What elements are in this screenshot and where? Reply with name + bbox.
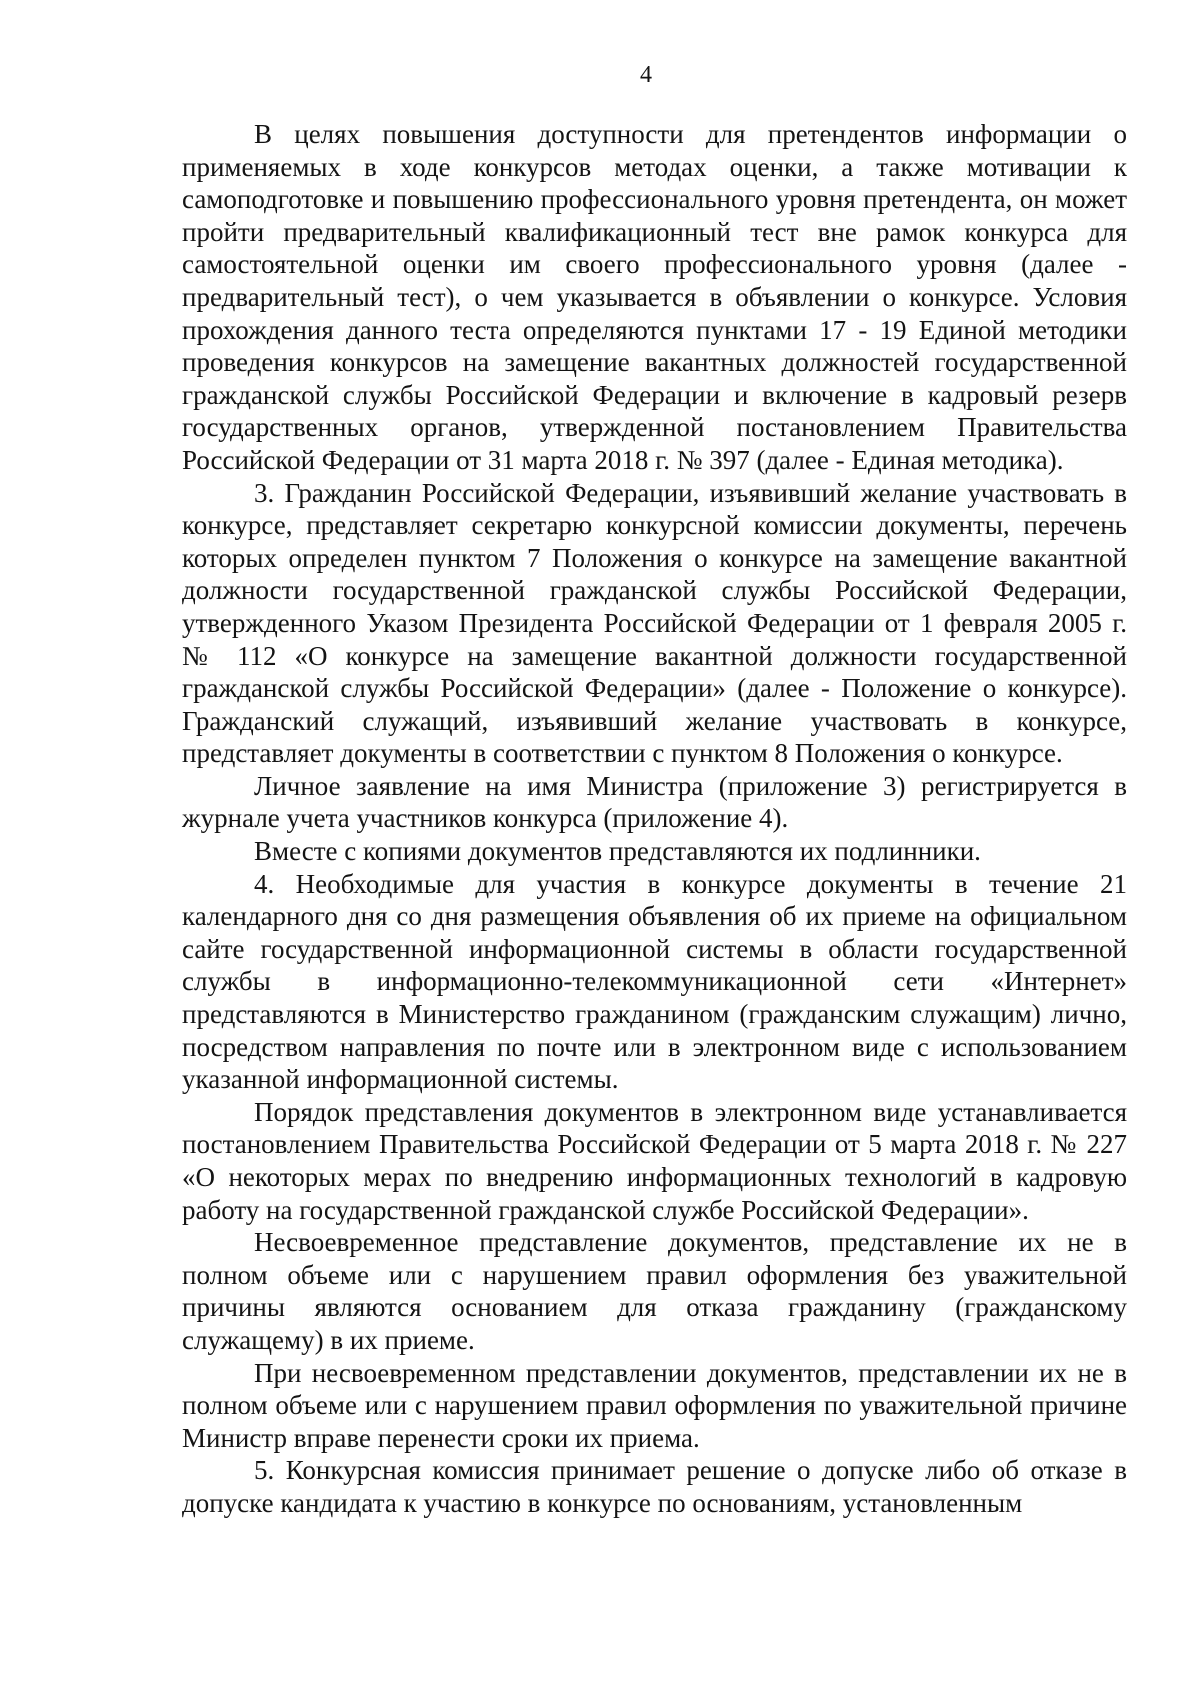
paragraph-originals: Вместе с копиями документов представляются их подлинники. (254, 836, 981, 867)
paragraph-late-submission-extension: При несвоевременном представлении документов, представлении их не в полном объеме или с нарушением правил оформления по уважительной причине Министр вправе перенести сроки их приема. (182, 1357, 1127, 1453)
document-body (182, 118, 1127, 1520)
paragraph-electronic-procedure: Порядок представления документов в электронном виде устанавливается постановлением Правительства Российской Федерации от 5 марта 2018 г. № 227 «О некоторых мерах по внедрению информационных технологий в кадровую работу на государственной гражданской службе Российской Федерации». (182, 1096, 1127, 1225)
paragraph-item-4: 4. Необходимые для участия в конкурсе документы в течение 21 календарного дня со дня размещения объявления об их приеме на официальном сайте государственной информационной системы в области государственной службы в информационно-телекоммуникационной сети «Интернет» представляются в Министерство гражданином (гражданским служащим) лично, посредством направления по почте или в электронном виде с использованием указанной информационной системы. (182, 868, 1127, 1095)
paragraph-item-3: 3. Гражданин Российской Федерации, изъявивший желание участвовать в конкурсе, представляет секретарю конкурсной комиссии документы, перечень которых определен пунктом 7 Положения о конкурсе на замещение вакантной должности государственной гражданской службы Российской Федерации, утвержденного Указом Президента Российской Федерации от 1 февраля 2005 г. № 112 «О конкурсе на замещение вакантной должности государственной гражданской службы Российской Федерации» (далее - Положение о конкурсе). Гражданский служащий, изъявивший желание участвовать в конкурсе, представляет документы в соответствии с пунктом 8 Положения о конкурсе. (182, 477, 1127, 769)
paragraph-preliminary-test: В целях повышения доступности для претендентов информации о применяемых в ходе конкурсов методах оценки, а также мотивации к самоподготовке и повышению профессионального уровня претендента, он может пройти предварительный квалификационный тест вне рамок конкурса для самостоятельной оценки им своего профессионального уровня (далее - предварительный тест), о чем указывается в объявлении о конкурсе. Условия прохождения данного теста определяются пунктами 17 - 19 Единой методики проведения конкурсов на замещение вакантных должностей государственной гражданской службы Российской Федерации и включение в кадровый резерв государственных органов, утвержденной постановлением Правительства Российской Федерации от 31 марта 2018 г. № 397 (далее - Единая методика). (182, 119, 1127, 475)
paragraph-late-submission-refusal: Несвоевременное представление документов, представление их не в полном объеме или с нарушением правил оформления без уважительной причины являются основанием для отказа гражданину (гражданскому служащему) в их приеме. (182, 1227, 1127, 1355)
page-number: 4 (640, 62, 652, 88)
paragraph-personal-application: Личное заявление на имя Министра (приложение 3) регистрируется в журнале учета участников конкурса (приложение 4). (182, 770, 1127, 834)
paragraph-item-5: 5. Конкурсная комиссия принимает решение о допуске либо об отказе в допуске кандидата к участию в конкурсе по основаниям, установленным (182, 1455, 1127, 1518)
